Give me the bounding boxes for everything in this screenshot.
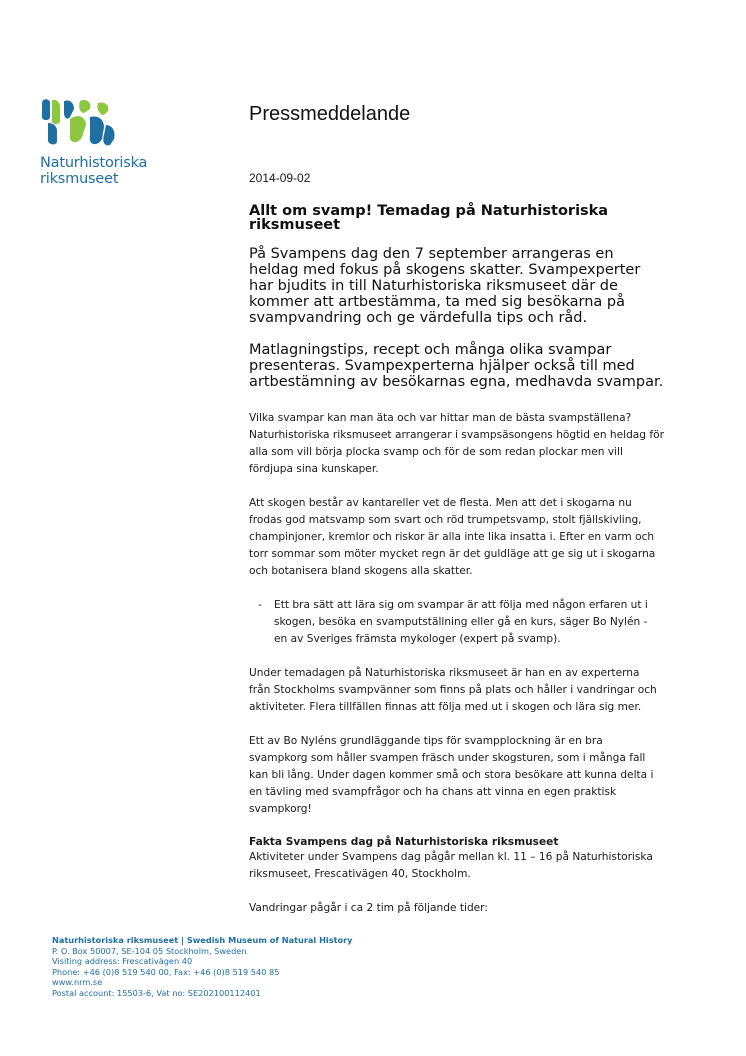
fact-box-text: Aktiviteter under Svampens dag pågår mellan kl. 11 – 16 på Naturhistoriska riksmuseet, Frescativägen 40, Stockholm. [249, 851, 653, 880]
quote-text: Ett bra sätt att lära sig om svampar är att följa med någon erfaren ut i skogen, besöka en svamputställning eller gå en kurs, säger Bo Nylén - en av Sveriges främsta mykologer (expert på svamp). [274, 599, 648, 645]
footer-contact [52, 935, 353, 998]
nrm-leaf-logo-icon [40, 97, 118, 149]
logo-line-2: riksmuseet [40, 171, 119, 187]
footer-phone: Phone: +46 (0)8 519 540 00, Fax: +46 (0)8 519 540 85 [52, 966, 280, 977]
footer-org: Naturhistoriska riksmuseet | Swedish Museum of Natural History [52, 935, 353, 945]
fact-box-title: Fakta Svampens dag på Naturhistoriska riksmuseet [249, 836, 559, 848]
quote-dash: - [258, 599, 262, 611]
logo-wordmark [40, 155, 160, 187]
walk-times-intro: Vandringar pågår i ca 2 tim på följande tider: [249, 902, 488, 914]
footer-visiting: Visiting address: Frescativägen 40 [52, 956, 193, 966]
lead-paragraph-2: Matlagningstips, recept och många olika svampar presenteras. Svampexperterna hjälper också till med artbestämning av besökarnas egna, medhavda svampar. [249, 342, 664, 390]
footer-box: P. O. Box 50007, SE-104 05 Stockholm, Sweden [52, 945, 247, 956]
footer-web[interactable]: www.nrm.se [52, 977, 103, 987]
body-paragraph-2: Att skogen består av kantareller vet de flesta. Men att det i skogarna nu frodas god matsvamp som svart och röd trumpetsvamp, stolt fjällskivling, champinjoner, kremlor och riskor är alla inte lika insatta i. Efter en varm och torr sommar som möter mycket regn är det guldläge att ge sig ut i skogarna och botanisera bland skogens alla skatter. [249, 497, 656, 577]
lead-paragraph-1: På Svampens dag den 7 september arrangeras en heldag med fokus på skogens skatter. Svampexperter har bjudits in till Naturhistoriska riksmuseet där de kommer att artbestämma, ta med sig besökarna på svampvandring och ge värdefulla tips och råd. [249, 246, 641, 326]
press-release-body [249, 171, 664, 934]
release-date: 2014-09-02 [249, 171, 311, 185]
document-type: Pressmeddelande [249, 103, 411, 125]
body-paragraph-3: Under temadagen på Naturhistoriska riksmuseet är han en av experterna från Stockholms svampvänner som finns på plats och håller i vandringar och aktiviteter. Flera tillfällen finnas att följa med ut i skogen och lära sig mer. [249, 667, 657, 713]
footer-postal: Postal account: 15503-6, Vat no: SE202100112401 [52, 987, 261, 998]
body-paragraph-4: Ett av Bo Nyléns grundläggande tips för svampplockning är en bra svampkorg som håller svampen fräsch under skogsturen, som i många fall kan bli lång. Under dagen kommer små och stora besökare att kunna delta i en tävling med svampfrågor och ha chans att vinna en egen praktisk svampkorg! [249, 735, 654, 815]
logo-line-1: Naturhistoriska [40, 155, 148, 171]
quote-item [249, 597, 664, 648]
headline: Allt om svamp! Temadag på Naturhistoriska riksmuseet [249, 203, 609, 233]
nrm-logo [40, 97, 160, 187]
body-paragraph-1: Vilka svampar kan man äta och var hittar man de bästa svampställena? Naturhistoriska riksmuseet arrangerar i svampsäsongens högtid en heldag för alla som vill börja plocka svamp och för de som redan plockar men vill fördjupa sina kunskaper. [249, 412, 664, 475]
